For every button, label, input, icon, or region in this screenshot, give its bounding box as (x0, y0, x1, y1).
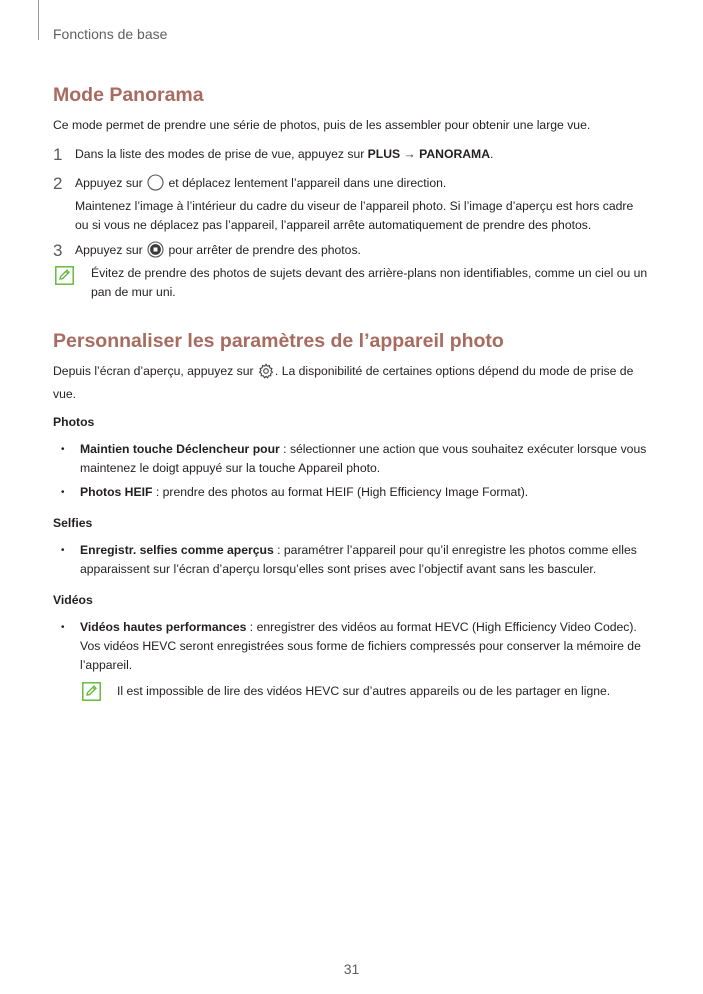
photos-subheading: Photos (53, 415, 95, 429)
panorama-heading: Mode Panorama (53, 84, 204, 106)
page-margin-rule (38, 0, 39, 40)
option-term: Enregistr. selfies comme aperçus (80, 543, 274, 557)
shutter-button-icon (147, 174, 164, 197)
option-term: Maintien touche Déclencheur pour (80, 442, 280, 456)
step-2-text-b: et déplacez lentement l’appareil dans une direction. (165, 176, 447, 190)
option-desc: : prendre des photos au format HEIF (High Efficiency Image Format). (152, 485, 529, 499)
step-3-text-b: pour arrêter de prendre des photos. (165, 243, 361, 257)
selfies-subheading: Selfies (53, 516, 93, 530)
step-2-number: 2 (53, 174, 63, 193)
note-icon (82, 682, 101, 701)
option-desc: : enregistrer des vidéos au format HEVC (High Efficiency Video Codec). Vos vidéos HEVC seront enregistrées sous forme de fichiers compressés pour conserver la mémoire de l’appareil. (80, 620, 641, 672)
step-1-menu-path: PLUS → PANORAMA (367, 147, 490, 161)
videos-note: Il est impossible de lire des vidéos HEVC sur d’autres appareils ou de les partager en ligne. (117, 684, 611, 698)
photos-item-heif (80, 483, 652, 502)
bullet-marker: • (61, 487, 65, 498)
step-3-number: 3 (53, 241, 63, 260)
settings-intro-a: Depuis l’écran d’aperçu, appuyez sur (53, 364, 257, 378)
step-1-text (75, 145, 649, 164)
settings-heading: Personnaliser les paramètres de l’appareil photo (53, 330, 504, 352)
bullet-marker: • (61, 545, 65, 556)
step-1-text-b: . (490, 147, 494, 161)
videos-subheading: Vidéos (53, 593, 93, 607)
videos-item-high-performance (80, 618, 652, 675)
settings-gear-icon (258, 363, 274, 385)
bullet-marker: • (61, 622, 65, 633)
stop-button-icon (147, 241, 164, 264)
page-number: 31 (343, 961, 360, 977)
step-3-text (75, 241, 649, 264)
step-2-text-c: Maintenez l’image à l’intérieur du cadre du viseur de l’appareil photo. Si l’image d’aperçu est hors cadre ou si vous ne déplacez pas l’appareil, l’appareil arrête automatiquement de prendre des photos. (75, 199, 634, 232)
step-1-number: 1 (53, 145, 63, 164)
step-1-text-a: Dans la liste des modes de prise de vue, appuyez sur (75, 147, 368, 161)
panorama-note: Évitez de prendre des photos de sujets devant des arrière-plans non identifiables, comme un ciel ou un pan de mur uni. (91, 266, 648, 299)
step-2-text (75, 174, 649, 235)
settings-intro (53, 362, 649, 404)
photos-item-shutter-hold (80, 440, 652, 478)
note-icon (55, 266, 74, 285)
settings-intro-b: . La disponibilité de certaines options dépend du mode de prise de vue. (53, 364, 634, 401)
option-desc: : paramétrer l’appareil pour qu’il enregistre les photos comme elles apparaissent sur l’écran d’aperçu lorsqu’elles sont prises avec l’objectif avant sans les basculer. (80, 543, 637, 576)
option-desc: : sélectionner une action que vous souhaitez exécuter lorsque vous maintenez le doigt appuyé sur la touche Appareil photo. (80, 442, 647, 475)
step-2-text-a: Appuyez sur (75, 176, 147, 190)
panorama-intro: Ce mode permet de prendre une série de photos, puis de les assembler pour obtenir une large vue. (53, 118, 591, 132)
option-term: Photos HEIF (80, 485, 153, 499)
step-3-text-a: Appuyez sur (75, 243, 147, 257)
selfies-item-save-as-preview (80, 541, 652, 579)
bullet-marker: • (61, 444, 65, 455)
running-header: Fonctions de base (53, 26, 168, 42)
option-term: Vidéos hautes performances (80, 620, 247, 634)
